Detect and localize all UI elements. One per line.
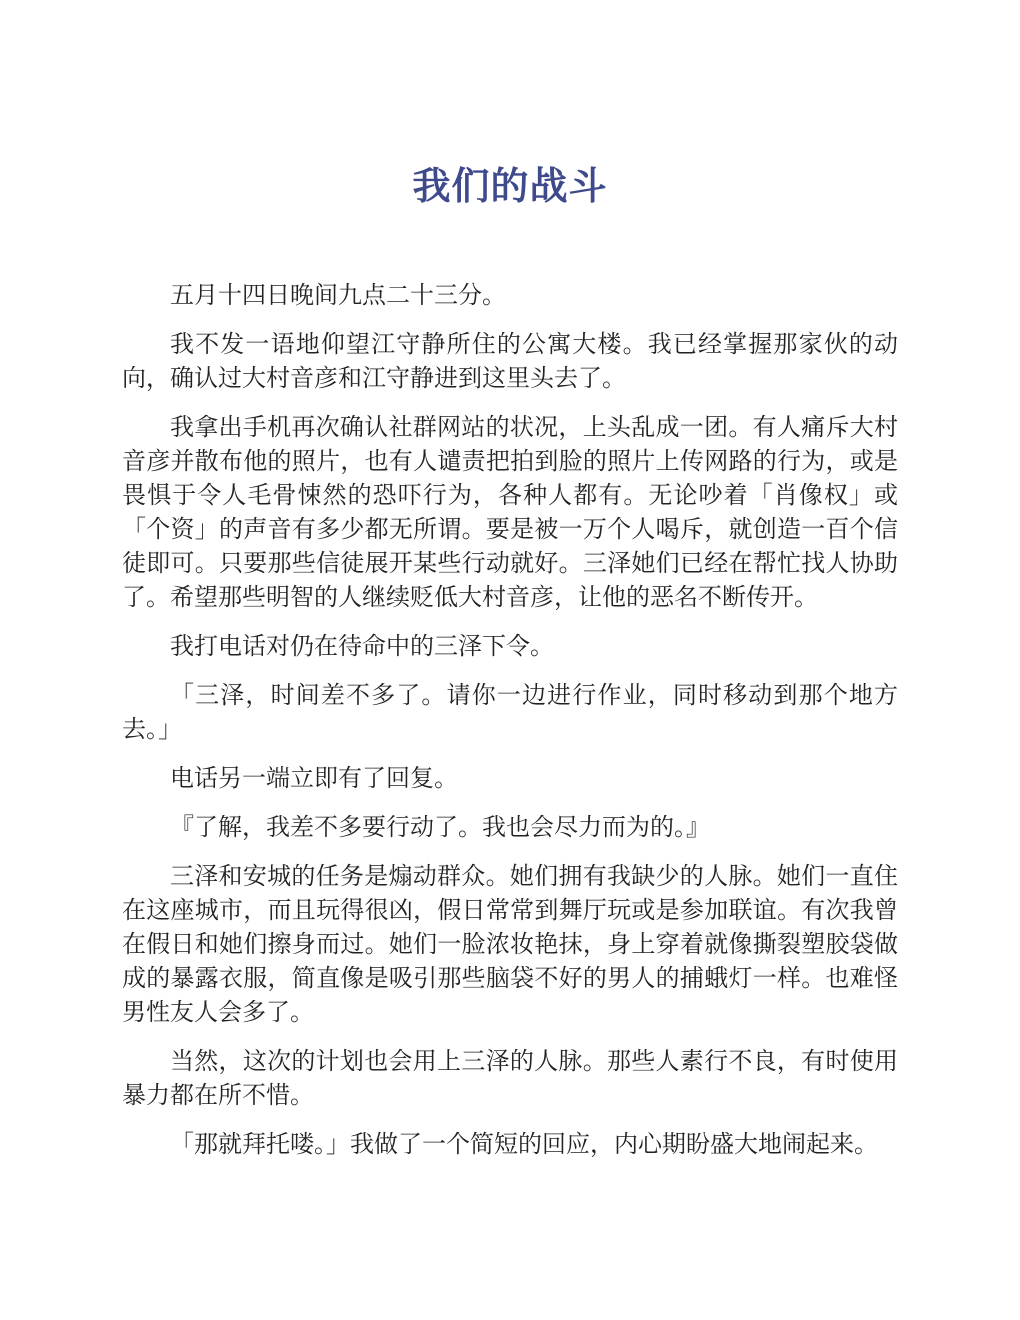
chapter-body xyxy=(122,278,898,1176)
paragraph-7: 『了解，我差不多要行动了。我也会尽力而为的。』 xyxy=(170,813,710,841)
paragraph-9: 当然，这次的计划也会用上三泽的人脉。那些人素行不良，有时使用暴力都在所不惜。 xyxy=(122,1047,898,1109)
paragraph-3: 我拿出手机再次确认社群网站的状况，上头乱成一团。有人痛斥大村音彦并散布他的照片，也有人谴责把拍到脸的照片上传网路的行为，或是畏惧于令人毛骨悚然的恐吓行为，各种人都有。无论吵着「肖像权」或「个资」的声音有多少都无所谓。要是被一万个人喝斥，就创造一百个信徒即可。只要那些信徒展开某些行动就好。三泽她们已经在帮忙找人协助了。希望那些明智的人继续贬低大村音彦，让他的恶名不断传开。 xyxy=(122,413,898,611)
paragraph-5: 「三泽，时间差不多了。请你一边进行作业，同时移动到那个地方去。」 xyxy=(122,681,898,743)
paragraph-6: 电话另一端立即有了回复。 xyxy=(170,764,458,792)
paragraph-4: 我打电话对仍在待命中的三泽下令。 xyxy=(170,632,554,660)
paragraph-10: 「那就拜托喽。」我做了一个简短的回应，内心期盼盛大地闹起来。 xyxy=(170,1130,878,1158)
paragraph-8: 三泽和安城的任务是煽动群众。她们拥有我缺少的人脉。她们一直住在这座城市，而且玩得很凶，假日常常到舞厅玩或是参加联谊。有次我曾在假日和她们擦身而过。她们一脸浓妆艳抹，身上穿着就像撕裂塑胶袋做成的暴露衣服，简直像是吸引那些脑袋不好的男人的捕蛾灯一样。也难怪男性友人会多了。 xyxy=(122,862,898,1026)
paragraph-1: 五月十四日晚间九点二十三分。 xyxy=(170,281,506,309)
chapter-title: 我们的战斗 xyxy=(412,164,608,208)
paragraph-2: 我不发一语地仰望江守静所住的公寓大楼。我已经掌握那家伙的动向，确认过大村音彦和江守静进到这里头去了。 xyxy=(122,330,898,392)
